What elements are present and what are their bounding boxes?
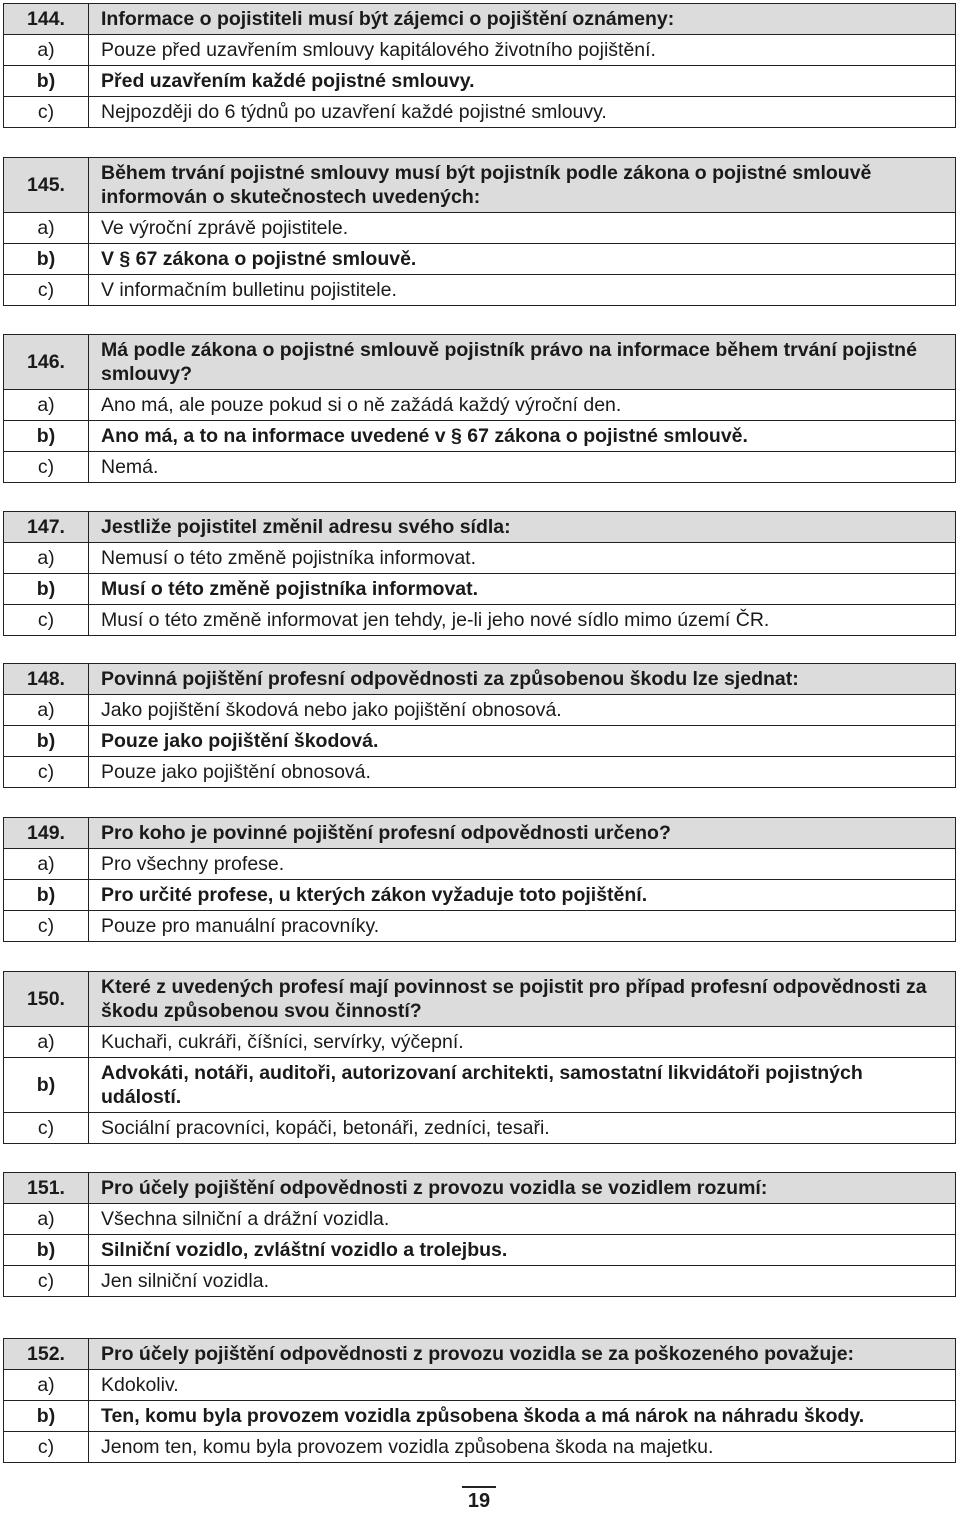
question-block (3, 334, 956, 483)
question-text: Pro účely pojištění odpovědnosti z provozu vozidla se za poškozeného považuje: (89, 1339, 956, 1370)
answer-text: Před uzavřením každé pojistné smlouvy. (89, 66, 956, 97)
answer-row (4, 35, 956, 66)
answer-label: b) (4, 244, 89, 275)
question-number: 148. (4, 664, 89, 695)
answer-text: Ano má, ale pouze pokud si o ně zažádá každý výroční den. (89, 390, 956, 421)
answer-row (4, 757, 956, 788)
answer-label: a) (4, 35, 89, 66)
answer-label: b) (4, 66, 89, 97)
answer-row-correct (4, 1401, 956, 1432)
answer-label: a) (4, 213, 89, 244)
question-row (4, 664, 956, 695)
answer-label: a) (4, 1370, 89, 1401)
answer-label: b) (4, 574, 89, 605)
answer-label: a) (4, 695, 89, 726)
answer-label: c) (4, 757, 89, 788)
answer-text: Advokáti, notáři, auditoři, autorizovaní architekti, samostatní likvidátoři pojistných událostí. (89, 1058, 956, 1113)
answer-label: a) (4, 849, 89, 880)
answer-label: c) (4, 452, 89, 483)
answer-label: a) (4, 1027, 89, 1058)
answer-label: c) (4, 1266, 89, 1297)
answer-text: Musí o této změně pojistníka informovat. (89, 574, 956, 605)
question-number: 150. (4, 972, 89, 1027)
question-number: 145. (4, 158, 89, 213)
answer-label: b) (4, 1235, 89, 1266)
answer-text: Pouze jako pojištění škodová. (89, 726, 956, 757)
answer-row (4, 1266, 956, 1297)
answer-row-correct (4, 726, 956, 757)
question-number: 152. (4, 1339, 89, 1370)
answer-text: Ano má, a to na informace uvedené v § 67 zákona o pojistné smlouvě. (89, 421, 956, 452)
question-text: Má podle zákona o pojistné smlouvě pojistník právo na informace během trvání pojistné smlouvy? (89, 335, 956, 390)
answer-text: Kuchaři, cukráři, číšníci, servírky, výčepní. (89, 1027, 956, 1058)
question-text: Pro účely pojištění odpovědnosti z provozu vozidla se vozidlem rozumí: (89, 1173, 956, 1204)
answer-row (4, 695, 956, 726)
answer-text: Ten, komu byla provozem vozidla způsobena škoda a má nárok na náhradu škody. (89, 1401, 956, 1432)
answer-label: b) (4, 726, 89, 757)
question-row (4, 1339, 956, 1370)
question-text: Pro koho je povinné pojištění profesní odpovědnosti určeno? (89, 818, 956, 849)
question-number: 149. (4, 818, 89, 849)
question-row (4, 4, 956, 35)
answer-label: c) (4, 275, 89, 306)
question-block (3, 1338, 956, 1463)
answer-label: c) (4, 97, 89, 128)
answer-row (4, 1204, 956, 1235)
question-text: Povinná pojištění profesní odpovědnosti za způsobenou škodu lze sjednat: (89, 664, 956, 695)
answer-text: Kdokoliv. (89, 1370, 956, 1401)
question-number: 146. (4, 335, 89, 390)
answer-label: c) (4, 911, 89, 942)
answer-label: a) (4, 1204, 89, 1235)
question-block (3, 971, 956, 1144)
question-row (4, 818, 956, 849)
answer-text: Pouze před uzavřením smlouvy kapitálového životního pojištění. (89, 35, 956, 66)
answer-text: Pouze pro manuální pracovníky. (89, 911, 956, 942)
answer-text: Nemá. (89, 452, 956, 483)
answer-label: b) (4, 1401, 89, 1432)
answer-label: b) (4, 1058, 89, 1113)
question-number: 151. (4, 1173, 89, 1204)
answer-label: b) (4, 880, 89, 911)
question-text: Jestliže pojistitel změnil adresu svého sídla: (89, 512, 956, 543)
answer-row (4, 1370, 956, 1401)
answer-text: Pro určité profese, u kterých zákon vyžaduje toto pojištění. (89, 880, 956, 911)
question-block (3, 663, 956, 788)
question-number: 147. (4, 512, 89, 543)
question-row (4, 158, 956, 213)
answer-text: Jenom ten, komu byla provozem vozidla způsobena škoda na majetku. (89, 1432, 956, 1463)
answer-text: Ve výroční zprávě pojistitele. (89, 213, 956, 244)
answer-text: Nemusí o této změně pojistníka informovat. (89, 543, 956, 574)
answer-text: Pro všechny profese. (89, 849, 956, 880)
answer-row (4, 97, 956, 128)
question-row (4, 335, 956, 390)
answer-text: Pouze jako pojištění obnosová. (89, 757, 956, 788)
answer-row-correct (4, 66, 956, 97)
answer-text: Musí o této změně informovat jen tehdy, je-li jeho nové sídlo mimo území ČR. (89, 605, 956, 636)
question-text: Které z uvedených profesí mají povinnost se pojistit pro případ profesní odpovědnosti za škodu způsobenou svou činností? (89, 972, 956, 1027)
answer-text: Sociální pracovníci, kopáči, betonáři, zedníci, tesaři. (89, 1113, 956, 1144)
question-row (4, 972, 956, 1027)
answer-row (4, 390, 956, 421)
answer-row-correct (4, 421, 956, 452)
answer-row (4, 543, 956, 574)
answer-row-correct (4, 574, 956, 605)
page-number: 19 (462, 1486, 496, 1514)
answer-label: a) (4, 390, 89, 421)
answer-text: Jen silniční vozidla. (89, 1266, 956, 1297)
question-row (4, 1173, 956, 1204)
answer-label: c) (4, 1432, 89, 1463)
question-block (3, 1172, 956, 1297)
question-block (3, 817, 956, 942)
answer-label: a) (4, 543, 89, 574)
answer-text: V informačním bulletinu pojistitele. (89, 275, 956, 306)
question-block (3, 3, 956, 128)
answer-text: Silniční vozidlo, zvláštní vozidlo a trolejbus. (89, 1235, 956, 1266)
question-number: 144. (4, 4, 89, 35)
answer-text: V § 67 zákona o pojistné smlouvě. (89, 244, 956, 275)
answer-row (4, 452, 956, 483)
question-text: Informace o pojistiteli musí být zájemci o pojištění oznámeny: (89, 4, 956, 35)
answer-label: b) (4, 421, 89, 452)
answer-row (4, 1113, 956, 1144)
answer-row (4, 911, 956, 942)
answer-row (4, 213, 956, 244)
question-row (4, 512, 956, 543)
question-block (3, 157, 956, 306)
answer-text: Nejpozději do 6 týdnů po uzavření každé pojistné smlouvy. (89, 97, 956, 128)
answer-label: c) (4, 1113, 89, 1144)
answer-row-correct (4, 880, 956, 911)
question-block (3, 511, 956, 636)
answer-row (4, 1432, 956, 1463)
answer-text: Jako pojištění škodová nebo jako pojištění obnosová. (89, 695, 956, 726)
answer-row (4, 275, 956, 306)
answer-row (4, 605, 956, 636)
answer-text: Všechna silniční a drážní vozidla. (89, 1204, 956, 1235)
question-text: Během trvání pojistné smlouvy musí být pojistník podle zákona o pojistné smlouvě informován o skutečnostech uvedených: (89, 158, 956, 213)
answer-label: c) (4, 605, 89, 636)
answer-row (4, 1027, 956, 1058)
answer-row (4, 849, 956, 880)
answer-row-correct (4, 244, 956, 275)
answer-row-correct (4, 1058, 956, 1113)
answer-row-correct (4, 1235, 956, 1266)
